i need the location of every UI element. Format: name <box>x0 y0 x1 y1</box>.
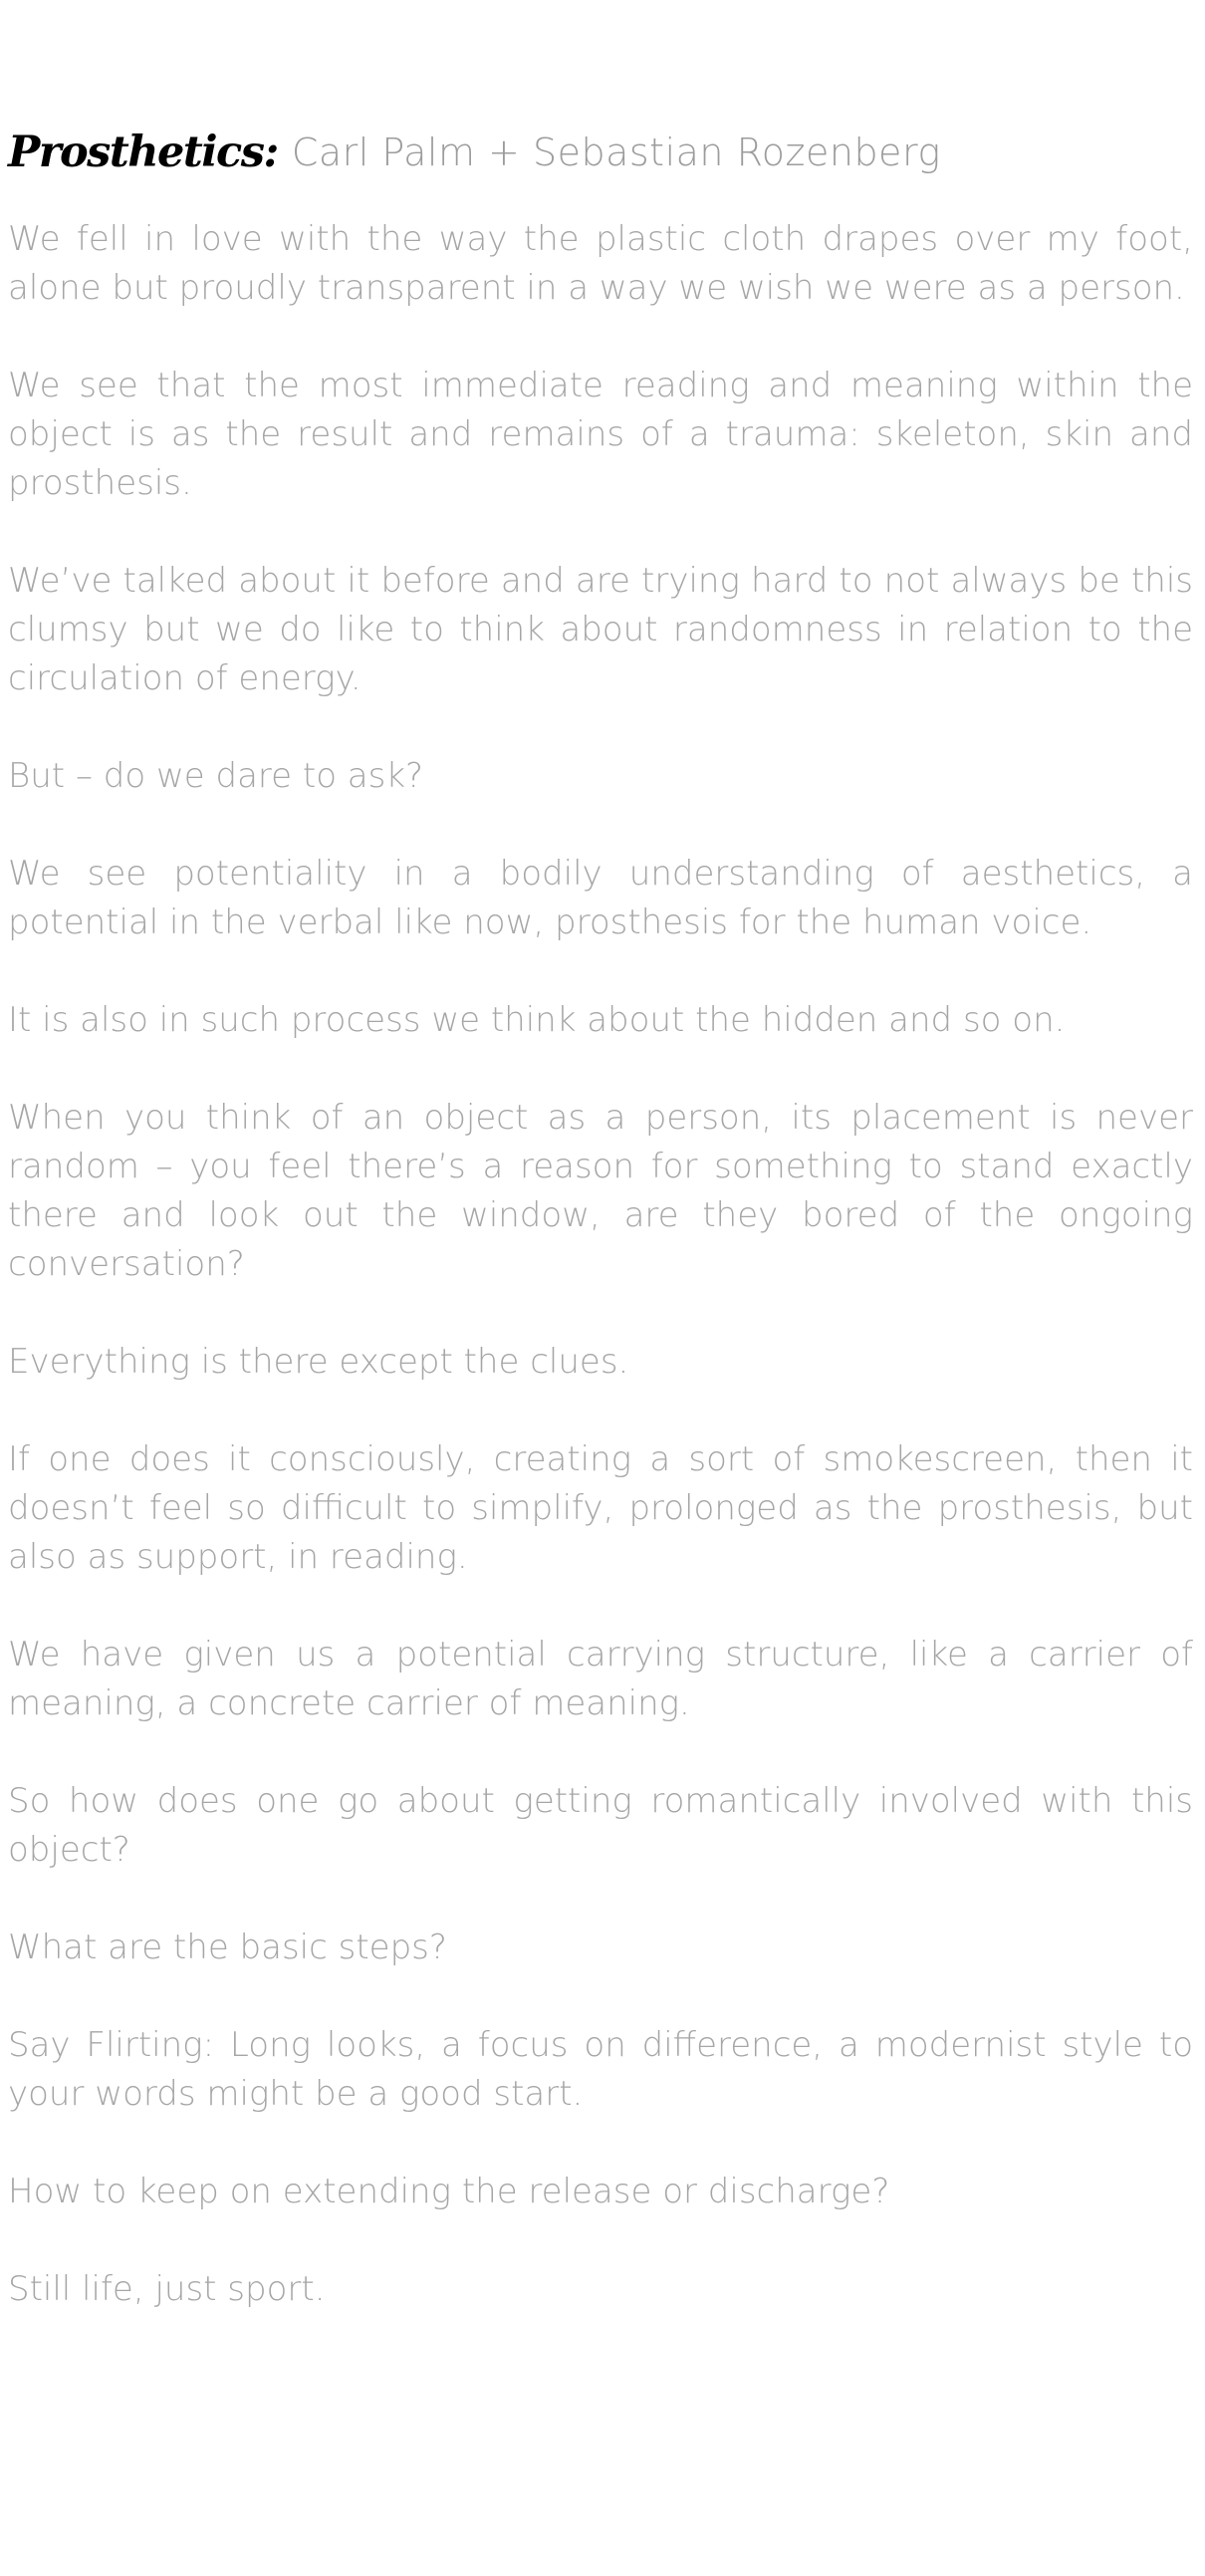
paragraph: We see that the most immediate reading and meaning within the object is as the result and remains of a trauma: skeleton, skin and prosthesis. <box>8 366 1193 503</box>
heading-label: Prosthetics: <box>8 128 278 177</box>
paragraph: We fell in love with the way the plastic cloth drapes over my foot, alone but proudly transparent in a way we wish we were as a person. <box>8 219 1193 308</box>
paragraph: We have given us a potential carrying structure, like a carrier of meaning, a concrete carrier of meaning. <box>8 1635 1193 1723</box>
paragraph: Still life, just sport. <box>8 2269 326 2309</box>
heading-authors: Carl Palm + Sebastian Rozenberg <box>291 130 941 174</box>
paragraph: How to keep on extending the release or discharge? <box>8 2172 890 2211</box>
paragraph: So how does one go about getting romantically involved with this object? <box>8 1781 1193 1870</box>
paragraph: Everything is there except the clues. <box>8 1342 629 1382</box>
paragraph: We’ve talked about it before and are trying hard to not always be this clumsy but we do like to think about randomness in relation to the circulation of energy. <box>8 561 1193 698</box>
paragraph: But – do we dare to ask? <box>8 756 424 796</box>
article-heading <box>8 118 1193 187</box>
paragraph: What are the basic steps? <box>8 1928 447 1967</box>
article <box>8 118 1193 2363</box>
paragraph: Say Flirting: Long looks, a focus on difference, a modernist style to your words might be a good start. <box>8 2025 1193 2114</box>
paragraph: It is also in such process we think about the hidden and so on. <box>8 1000 1066 1040</box>
paragraph: We see potentiality in a bodily understanding of aesthetics, a potential in the verbal like now, prosthesis for the human voice. <box>8 854 1193 942</box>
paragraph: If one does it consciously, creating a sort of smokescreen, then it doesn’t feel so difficult to simplify, prolonged as the prosthesis, but also as support, in reading. <box>8 1439 1193 1577</box>
paragraph: When you think of an object as a person, its placement is never random – you feel there’s a reason for something to stand exactly there and look out the window, are they bored of the ongoing conversation? <box>8 1098 1193 1284</box>
